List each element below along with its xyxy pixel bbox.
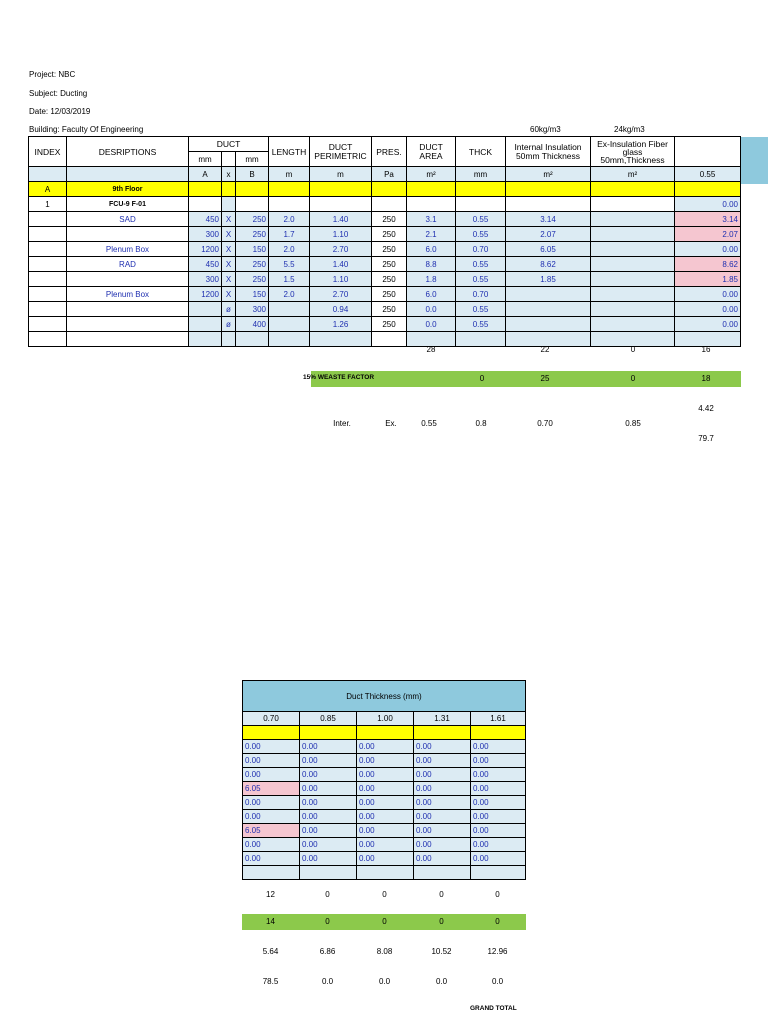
cell-last: 3.14 [675,212,741,227]
col-index: INDEX [29,137,67,167]
subject-label: Subject: Ducting [29,89,88,98]
cell-int [506,287,591,302]
cell-pres: 250 [372,272,407,287]
table-row [29,257,741,272]
col-length: LENGTH [269,137,310,167]
cell-thck: 0.55 [456,212,506,227]
col-perimetric: DUCT PERIMETRIC [310,137,372,167]
cell-index [29,227,67,242]
factor-value-1: 0.55 [421,419,437,428]
thickness-cell: 0.00 [471,852,526,866]
thickness-cell: 0.00 [300,796,357,810]
cell-len [269,317,310,332]
thickness-header: 1.00 [357,712,414,726]
cell-thck: 0.55 [456,257,506,272]
thickness-header: 1.31 [414,712,471,726]
cell-per: 1.10 [310,272,372,287]
cell-b: 250 [236,227,269,242]
thickness-totals-value: 0 [382,890,387,899]
unit-x: x [222,167,236,182]
thickness-waste-value: 0 [382,917,387,926]
thickness-cell: 0.00 [471,796,526,810]
building-label: Building: Faculty Of Engineering [29,125,144,134]
project-label: Project: NBC [29,70,76,79]
thickness-cell: 0.00 [357,824,414,838]
thickness-weights-value: 10.52 [431,947,452,956]
thickness-row [243,754,526,768]
thickness-header: 0.70 [243,712,300,726]
cell-last: 0.00 [675,317,741,332]
col-descriptions: DESRIPTIONS [67,137,189,167]
cell-desc: SAD [67,212,189,227]
duct-thickness-table [242,680,526,880]
floor-row [29,182,741,197]
thickness-cell: 0.00 [243,838,300,852]
col-unit-blank [29,167,67,182]
cell-per: 1.10 [310,227,372,242]
unit-thck: mm [456,167,506,182]
thickness-cell: 0.00 [357,810,414,824]
cell-index [29,302,67,317]
factor-value-2: 0.8 [475,419,487,428]
thickness-cell: 0.00 [300,838,357,852]
unit-row [29,197,741,212]
cell-per: 0.94 [310,302,372,317]
cell-a: 300 [189,272,222,287]
col-internal: Internal Insulation 50mm Thickness [506,137,591,167]
thickness-cell: 0.00 [357,838,414,852]
thickness-row [243,838,526,852]
cell-desc [67,302,189,317]
cell-len [269,302,310,317]
thickness-cell: 0.00 [300,824,357,838]
unit-area: m² [407,167,456,182]
thickness-cell: 0.00 [471,740,526,754]
thickness-cell: 0.00 [414,796,471,810]
thickness-waste-value: 0 [439,917,444,926]
thickness-amounts-value: 78.5 [262,977,279,986]
cell-area: 0.0 [407,302,456,317]
cell-per: 1.40 [310,212,372,227]
thickness-cell: 0.00 [471,754,526,768]
cell-desc [67,317,189,332]
cell-thck: 0.55 [456,227,506,242]
cell-index [29,257,67,272]
cell-index [29,242,67,257]
thickness-cell: 0.00 [300,810,357,824]
cell-b: 250 [236,257,269,272]
cell-area: 6.0 [407,242,456,257]
cell-int: 1.85 [506,272,591,287]
cell-len: 1.7 [269,227,310,242]
thickness-blank-row [243,866,526,880]
cell-a [189,302,222,317]
unit-index: 1 [29,197,67,212]
cell-b: 400 [236,317,269,332]
thickness-weights-value: 8.08 [376,947,393,956]
thickness-row [243,810,526,824]
cell-last: 0.00 [675,302,741,317]
cell-a: 1200 [189,287,222,302]
thickness-cell: 0.00 [243,768,300,782]
cell-per: 2.70 [310,242,372,257]
cell-thck: 0.55 [456,272,506,287]
cell-per: 1.26 [310,317,372,332]
cell-x: X [222,287,236,302]
thickness-cell: 0.00 [414,824,471,838]
cell-pres: 250 [372,317,407,332]
cell-index [29,272,67,287]
cell-ext [591,242,675,257]
cell-int: 8.62 [506,257,591,272]
cell-last: 8.62 [675,257,741,272]
date-label: Date: 12/03/2019 [29,107,91,116]
thickness-cell: 0.00 [243,852,300,866]
cell-b: 250 [236,212,269,227]
factor-value-4: 0.85 [625,419,641,428]
col-thck: THCK [456,137,506,167]
cell-ext [591,287,675,302]
cell-index [29,287,67,302]
cell-desc: Plenum Box [67,242,189,257]
cell-x: X [222,272,236,287]
thickness-weights-value: 5.64 [262,947,279,956]
thickness-cell: 0.00 [357,796,414,810]
unit-last-value: 0.00 [675,197,741,212]
cell-a: 450 [189,257,222,272]
thickness-cell: 0.00 [471,782,526,796]
thickness-totals-value: 0 [325,890,330,899]
cell-int [506,317,591,332]
cell-last: 2.07 [675,227,741,242]
col-pres: PRES. [372,137,407,167]
cell-thck: 0.70 [456,287,506,302]
thickness-amounts-value: 0.0 [321,977,334,986]
cell-a [189,317,222,332]
cell-ext [591,227,675,242]
thickness-cell: 6.05 [243,824,300,838]
cell-b: 150 [236,242,269,257]
thickness-row [243,852,526,866]
cell-x: X [222,257,236,272]
factor-inter-label: Inter. [333,419,351,428]
thickness-cell: 0.00 [414,852,471,866]
factor-result-2: 79.7 [698,434,714,443]
table-row [29,287,741,302]
thickness-cell: 0.00 [300,740,357,754]
waste-thck: 0 [479,374,485,383]
table-row [29,212,741,227]
cell-per: 1.40 [310,257,372,272]
cell-b: 250 [236,272,269,287]
cell-last: 1.85 [675,272,741,287]
cell-ext [591,212,675,227]
cell-ext [591,272,675,287]
thickness-cell: 0.00 [300,768,357,782]
cell-area: 3.1 [407,212,456,227]
thickness-cell: 0.00 [471,810,526,824]
thickness-cell: 0.00 [243,810,300,824]
cell-b: 300 [236,302,269,317]
total-internal: 22 [540,345,550,354]
thickness-waste-value: 0 [325,917,330,926]
total-external: 0 [630,345,636,354]
table-row [29,272,741,287]
unit-label: FCU-9 F-01 [67,197,189,212]
cell-int: 2.07 [506,227,591,242]
thickness-row [243,824,526,838]
thickness-header: 0.85 [300,712,357,726]
thickness-yellow-row [243,726,526,740]
thickness-cell: 0.00 [414,810,471,824]
cell-pres: 250 [372,287,407,302]
cell-desc: Plenum Box [67,287,189,302]
cell-area: 2.1 [407,227,456,242]
grand-total-label: GRAND TOTAL [470,1005,517,1012]
cell-x: ø [222,317,236,332]
unit-perimetric: m [310,167,372,182]
thickness-totals-value: 0 [495,890,500,899]
thickness-amounts-value: 0.0 [435,977,448,986]
thickness-cell: 0.00 [243,740,300,754]
thickness-cell: 0.00 [471,768,526,782]
cell-x: X [222,212,236,227]
thickness-amounts-value: 0.0 [491,977,504,986]
table-row [29,242,741,257]
cell-last: 0.00 [675,287,741,302]
cell-len: 5.5 [269,257,310,272]
thickness-cell: 0.00 [357,782,414,796]
thickness-weights-value: 12.96 [487,947,508,956]
thickness-cell: 0.00 [414,740,471,754]
col-x-spacer [222,152,236,167]
cell-a: 450 [189,212,222,227]
unit-b: B [236,167,269,182]
thickness-cell: 0.00 [414,768,471,782]
total-last: 16 [701,345,711,354]
thickness-cell: 0.00 [300,782,357,796]
cell-thck: 0.55 [456,317,506,332]
cell-x: X [222,227,236,242]
waste-internal: 25 [540,374,550,383]
unit-length: m [269,167,310,182]
cell-pres: 250 [372,212,407,227]
col-last [675,137,741,167]
unit-internal: m² [506,167,591,182]
thickness-row [243,782,526,796]
cell-last: 0.00 [675,242,741,257]
waste-label: 15% WEASTE FACTOR [303,374,375,381]
waste-last: 18 [701,374,711,383]
thickness-cell: 0.00 [243,754,300,768]
thickness-cell: 0.00 [414,782,471,796]
thickness-row [243,740,526,754]
cell-int [506,302,591,317]
total-area: 28 [426,345,436,354]
thickness-cell: 0.00 [300,754,357,768]
thickness-cell: 6.05 [243,782,300,796]
cell-area: 0.0 [407,317,456,332]
ducting-table [28,136,741,347]
thickness-cell: 0.00 [414,754,471,768]
cell-ext [591,302,675,317]
thickness-cell: 0.00 [357,768,414,782]
cell-len: 2.0 [269,212,310,227]
col-mm-a: mm [189,152,222,167]
col-duct: DUCT [189,137,269,152]
cell-thck: 0.70 [456,242,506,257]
cell-desc [67,272,189,287]
cell-len: 2.0 [269,242,310,257]
cell-desc: RAD [67,257,189,272]
cell-a: 300 [189,227,222,242]
cell-int: 6.05 [506,242,591,257]
thickness-header: 1.61 [471,712,526,726]
unit-pres: Pa [372,167,407,182]
thickness-totals-value: 0 [439,890,444,899]
floor-label: 9th Floor [67,182,189,197]
thickness-cell: 0.00 [471,838,526,852]
thickness-totals-value: 12 [266,890,275,899]
thickness-title: Duct Thickness (mm) [243,681,526,712]
thickness-cell: 0.00 [300,852,357,866]
thickness-cell: 0.00 [357,754,414,768]
cell-desc [67,227,189,242]
unit-external: m² [591,167,675,182]
thickness-cell: 0.00 [471,824,526,838]
thickness-cell: 0.00 [243,796,300,810]
thickness-amounts-value: 0.0 [378,977,391,986]
cell-area: 8.8 [407,257,456,272]
cell-x: ø [222,302,236,317]
cell-index [29,317,67,332]
thickness-weights-value: 6.86 [319,947,336,956]
col-mm-b: mm [236,152,269,167]
cell-thck: 0.55 [456,302,506,317]
factor-ex-label: Ex. [385,419,397,428]
cell-pres: 250 [372,227,407,242]
side-tab [741,137,768,184]
table-row [29,317,741,332]
cell-len: 1.5 [269,272,310,287]
density-external: 24kg/m3 [614,125,645,134]
table-row [29,227,741,242]
cell-len: 2.0 [269,287,310,302]
col-unit-desc [67,167,189,182]
factor-result-1: 4.42 [698,404,714,413]
floor-index: A [29,182,67,197]
cell-area: 6.0 [407,287,456,302]
thickness-cell: 0.00 [357,740,414,754]
cell-pres: 250 [372,257,407,272]
col-external: Ex-Insulation Fiber glass 50mm,Thickness [591,137,675,167]
thickness-row [243,796,526,810]
unit-last: 0.55 [675,167,741,182]
cell-pres: 250 [372,302,407,317]
thickness-cell: 0.00 [357,852,414,866]
cell-pres: 250 [372,242,407,257]
unit-a: A [189,167,222,182]
cell-index [29,212,67,227]
thickness-waste-value: 14 [266,917,275,926]
col-area: DUCT AREA [407,137,456,167]
cell-a: 1200 [189,242,222,257]
cell-ext [591,257,675,272]
table-row [29,302,741,317]
thickness-row [243,768,526,782]
cell-x: X [222,242,236,257]
cell-b: 150 [236,287,269,302]
cell-int: 3.14 [506,212,591,227]
cell-ext [591,317,675,332]
cell-per: 2.70 [310,287,372,302]
factor-value-3: 0.70 [537,419,553,428]
waste-external: 0 [630,374,636,383]
cell-area: 1.8 [407,272,456,287]
thickness-cell: 0.00 [414,838,471,852]
density-internal: 60kg/m3 [530,125,561,134]
thickness-waste-value: 0 [495,917,500,926]
